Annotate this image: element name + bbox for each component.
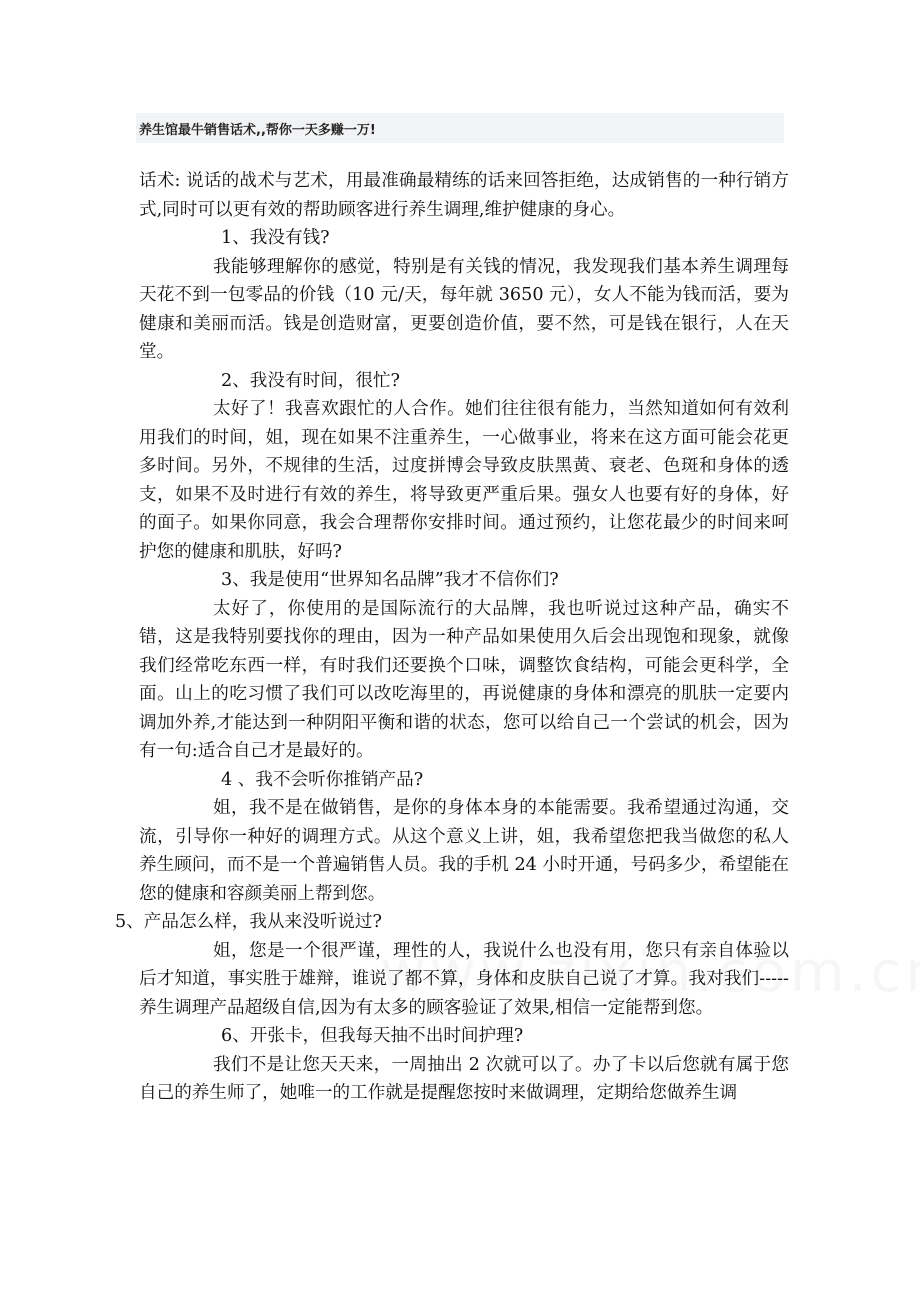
document-body xyxy=(115,167,789,1108)
answer-3: 太好了，你使用的是国际流行的大品牌，我也听说过这种产品，确实不错，这是我特别要找你的理由，因为一种产品如果使用久后会出现饱和现象，就像我们经常吃东西一样，有时我们还要换个口味，调整饮食结构，可能会更科学，全面。山上的吃习惯了我们可以改吃海里的，再说健康的身体和漂亮的肌肤一定要内调加外养,才能达到一种阴阳平衡和谐的状态，您可以给自己一个尝试的机会，因为有一句:适合自己才是最好的。 xyxy=(139,598,789,761)
title-bar xyxy=(136,113,784,143)
question-4: 4 、我不会听你推销产品? xyxy=(221,769,424,790)
document-title: 养生馆最牛销售话术,,帮你一天多赚一万! xyxy=(139,123,376,138)
intro-paragraph: 话术: 说话的战术与艺术，用最准确最精练的话来回答拒绝，达成销售的一种行销方式,同时可以更有效的帮助顾客进行养生调理,维护健康的身心。 xyxy=(139,171,789,220)
answer-4: 姐，我不是在做销售，是你的身体本身的本能需要。我希望通过沟通，交流，引导你一种好的调理方式。从这个意义上讲，姐，我希望您把我当做您的私人养生顾问，而不是一个普遍销售人员。我的手机 24 小时开通，号码多少，希望能在您的健康和容颜美丽上帮到您。 xyxy=(139,798,789,904)
answer-6: 我们不是让您天天来，一周抽出 2 次就可以了。办了卡以后您就有属于您自己的养生师了，她唯一的工作就是提醒您按时来做调理，定期给您做养生调 xyxy=(139,1054,789,1103)
question-3: 3、我是使用“世界知名品牌”我才不信你们? xyxy=(221,570,559,590)
question-6: 6、开张卡，但我每天抽不出时间护理? xyxy=(221,1026,524,1046)
answer-1: 我能够理解你的感觉，特别是有关钱的情况，我发现我们基本养生调理每天花不到一包零品的价钱（10 元/天，每年就 3650 元），女人不能为钱而活，要为健康和美丽而活。钱是创造财富，更要创造价值，要不然，可是钱在银行，人在天堂。 xyxy=(139,256,789,362)
answer-2: 太好了！我喜欢跟忙的人合作。她们往往很有能力，当然知道如何有效利用我们的时间，姐，现在如果不注重养生，一心做事业，将来在这方面可能会花更多时间。另外，不规律的生活，过度拼博会导致皮肤黑黄、衰老、色斑和身体的透支，如果不及时进行有效的养生，将导致更严重后果。强女人也要有好的身体，好的面子。如果你同意，我会合理帮你安排时间。通过预约，让您花最少的时间来呵护您的健康和肌肤，好吗? xyxy=(139,399,789,562)
question-1: 1、我没有钱? xyxy=(221,228,330,248)
question-2: 2、我没有时间，很忙? xyxy=(221,370,400,391)
question-5: 5、产品怎么样，我从来没听说过? xyxy=(115,912,382,932)
answer-5: 姐，您是一个很严谨，理性的人，我说什么也没有用，您只有亲自体验以后才知道，事实胜于雄辩，谁说了都不算，身体和皮肤自己说了才算。我对我们-----养生调理产品超级自信,因为有太多的顾客验证了效果,相信一定能帮到您。 xyxy=(139,940,789,1018)
